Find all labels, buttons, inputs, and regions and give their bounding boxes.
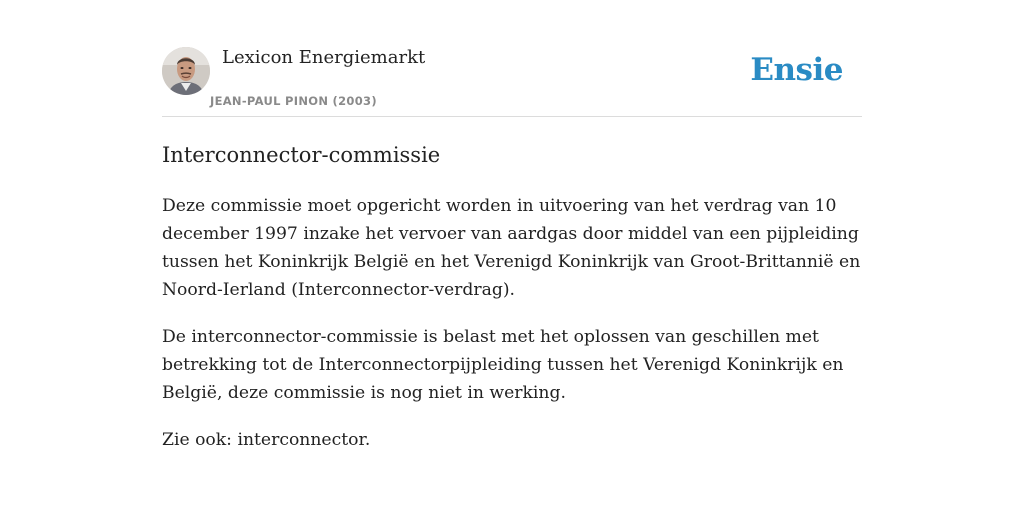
- entry-title: Interconnector-commissie: [162, 143, 441, 167]
- see-also: [162, 426, 862, 454]
- book-title[interactable]: Lexicon Energiemarkt: [222, 47, 426, 68]
- entry-paragraph: Deze commissie moet opgericht worden in uitvoering van het verdrag van 10 december 1997 inzake het vervoer van aardgas door middel van een pijpleiding tussen het Koninkrijk België en het Verenigd Koninkrijk van Groot-Brittannië en Noord-Ierland (Interconnector-verdrag).: [162, 196, 861, 300]
- entry-content: [162, 192, 862, 473]
- author-name[interactable]: JEAN-PAUL PINON (2003): [210, 94, 377, 108]
- see-also-label: Zie ook:: [162, 430, 232, 450]
- author-avatar[interactable]: [162, 47, 210, 95]
- entry-paragraph: De interconnector-commissie is belast met het oplossen van geschillen met betrekking tot de Interconnectorpijpleiding tussen het Verenigd Koninkrijk en België, deze commissie is nog niet in werking.: [162, 327, 844, 403]
- page: [162, 0, 862, 450]
- see-also-punctuation: .: [364, 430, 371, 450]
- brand-logo[interactable]: Ensie: [750, 52, 843, 88]
- author-portrait-icon: [162, 47, 210, 95]
- see-also-link[interactable]: interconnector: [237, 430, 365, 450]
- header: [162, 0, 862, 117]
